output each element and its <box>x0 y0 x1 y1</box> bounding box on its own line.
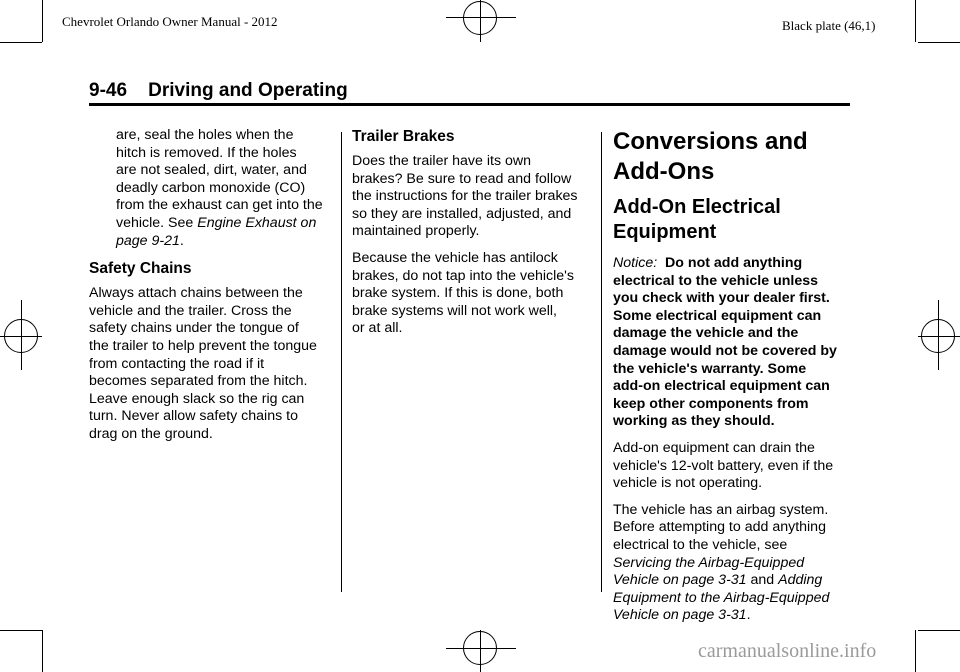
crop-mark <box>918 630 960 631</box>
chapter-title: Driving and Operating <box>148 80 348 101</box>
column-2 <box>352 127 597 347</box>
registration-target-icon <box>463 1 497 35</box>
crop-mark <box>918 42 960 43</box>
page-header <box>89 80 348 102</box>
crop-mark <box>42 630 43 672</box>
crop-mark <box>0 42 42 43</box>
column-3 <box>613 127 858 634</box>
cross-reference-link[interactable]: Servicing the Airbag-Equipped <box>613 554 805 571</box>
paragraph-antilock-brakes: Because the vehicle has antilock brakes, do not tap into the vehicle's brake system. If this is done, both brake systems will not work well, or at all. <box>352 249 574 337</box>
header-rule <box>89 103 850 106</box>
cross-reference-link[interactable]: Adding <box>778 572 823 589</box>
page-number: 9-46 <box>89 80 128 101</box>
column-divider <box>341 132 342 592</box>
section-title-conversions: Conversions and Add-Ons <box>613 128 808 185</box>
registration-target-icon <box>921 319 955 353</box>
print-info-right: Black plate (46,1) <box>782 18 876 33</box>
paragraph-trailer-brakes-instructions: Does the trailer have its own brakes? Be sure to read and follow the instructions for the trailer brakes so they are installed, adjusted, and maintained properly. <box>352 153 578 240</box>
crop-mark <box>915 0 916 42</box>
cross-reference-link[interactable]: Vehicle on page 3-31 <box>613 607 747 624</box>
column-1 <box>89 127 334 453</box>
section-heading-trailer-brakes: Trailer Brakes <box>352 128 455 145</box>
section-heading-safety-chains: Safety Chains <box>89 260 192 278</box>
column-divider <box>601 132 602 592</box>
paragraph-safety-chains: Always attach chains between the vehicle and the trailer. Cross the safety chains under the tongue of the trailer to help prevent the tongue from contacting the road if it becomes separated from the hitch. Leave enough slack so the rig can turn. Never allow safety chains to drag on the ground. <box>89 285 317 442</box>
subsection-title-electrical-equipment: Add-On Electrical Equipment <box>613 196 781 243</box>
crop-mark <box>915 630 916 672</box>
cross-reference-link[interactable]: Vehicle on page 3-31 <box>613 572 747 589</box>
footer-watermark: carmanualsonline.info <box>698 640 877 662</box>
crop-mark <box>0 630 42 631</box>
paragraph-airbag-system: The vehicle has an airbag system. Before attempting to add anything electrical to the vehicle, see Servicing the Airbag-Equipped Vehicle on page 3-31 and Adding Equipment to the Airbag-Equipped Vehicle on page 3-31. <box>613 501 830 624</box>
notice-label: Notice: <box>613 255 658 271</box>
registration-target-icon <box>463 631 497 665</box>
cross-reference-link[interactable]: Equipment to the Airbag-Equipped <box>613 589 830 606</box>
print-info-left: Chevrolet Orlando Owner Manual - 2012 <box>62 14 278 29</box>
paragraph-hitch-holes: are, seal the holes when the hitch is removed. If the holes are not sealed, dirt, water, and deadly carbon monoxide (CO) from the exhaust can get into the vehicle. See Engine Exhaust on page 9-21. <box>116 127 323 249</box>
cross-reference-link[interactable]: Engine Exhaust on <box>197 214 317 231</box>
cross-reference-link[interactable]: page 9-21 <box>116 232 180 249</box>
paragraph-battery-drain: Add-on equipment can drain the vehicle's 12-volt battery, even if the vehicle is not operating. <box>613 439 834 492</box>
notice-paragraph: Notice: Do not add anything electrical to the vehicle unless you check with your dealer first. Some electrical equipment can damage the vehicle and the damage would not be covered by the vehicle's warranty. Some add-on electrical equipment can keep other components from working as they should. <box>613 255 837 430</box>
crop-mark <box>42 0 43 42</box>
registration-target-icon <box>4 319 38 353</box>
